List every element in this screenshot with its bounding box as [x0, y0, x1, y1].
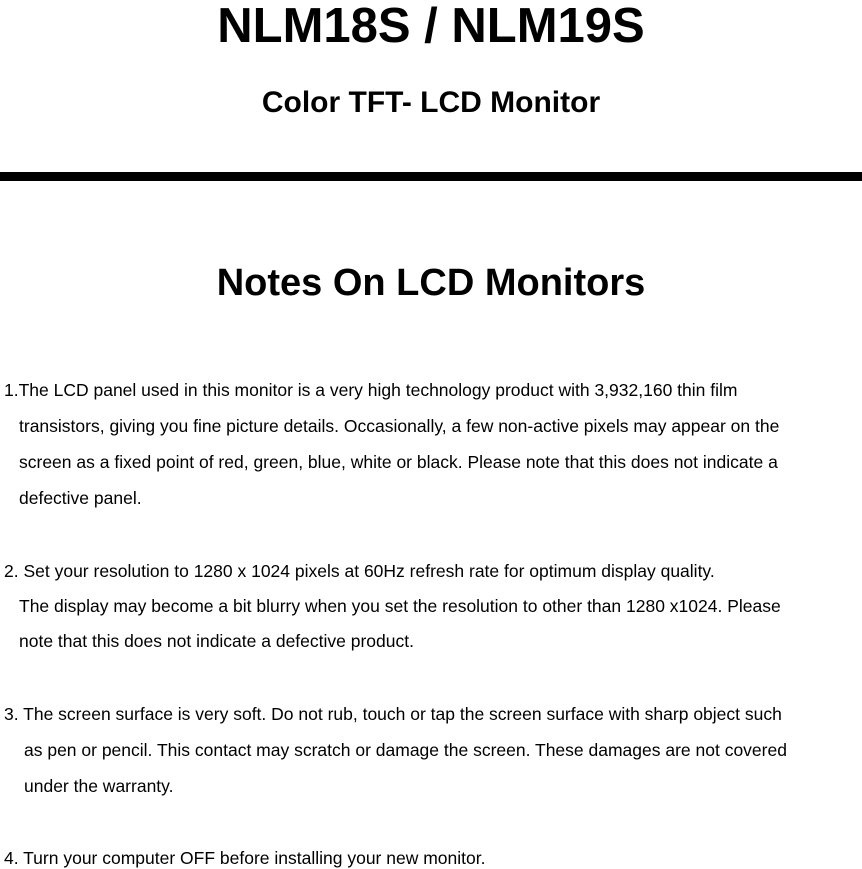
note-1-line-4: defective panel. — [19, 488, 142, 508]
note-2-line-3: note that this does not indicate a defective product. — [19, 631, 414, 651]
note-1-line-3: screen as a fixed point of red, green, blue, white or black. Please note that this does not indicate a — [19, 452, 778, 472]
note-2-line-2: The display may become a bit blurry when you set the resolution to other than 1280 x1024. Please — [19, 596, 781, 616]
note-4-line-1: 4. Turn your computer OFF before installing your new monitor. — [4, 848, 486, 868]
note-3-line-2: as pen or pencil. This contact may scratch or damage the screen. These damages are not covered — [24, 740, 787, 760]
section-heading: Notes On LCD Monitors — [216, 262, 646, 304]
note-1-line-2: transistors, giving you fine picture details. Occasionally, a few non-active pixels may appear on the — [19, 416, 780, 436]
note-3-line-3: under the warranty. — [24, 776, 174, 796]
note-3-line-1: 3. The screen surface is very soft. Do not rub, touch or tap the screen surface with sharp object such — [4, 704, 782, 724]
note-1-line-1: 1.The LCD panel used in this monitor is a very high technology product with 3,932,160 thin film — [4, 380, 738, 400]
note-2-line-1: 2. Set your resolution to 1280 x 1024 pixels at 60Hz refresh rate for optimum display quality. — [4, 561, 715, 581]
page-title: NLM18S / NLM19S — [217, 0, 645, 53]
header-divider — [0, 172, 862, 181]
page-subtitle: Color TFT- LCD Monitor — [261, 86, 601, 119]
